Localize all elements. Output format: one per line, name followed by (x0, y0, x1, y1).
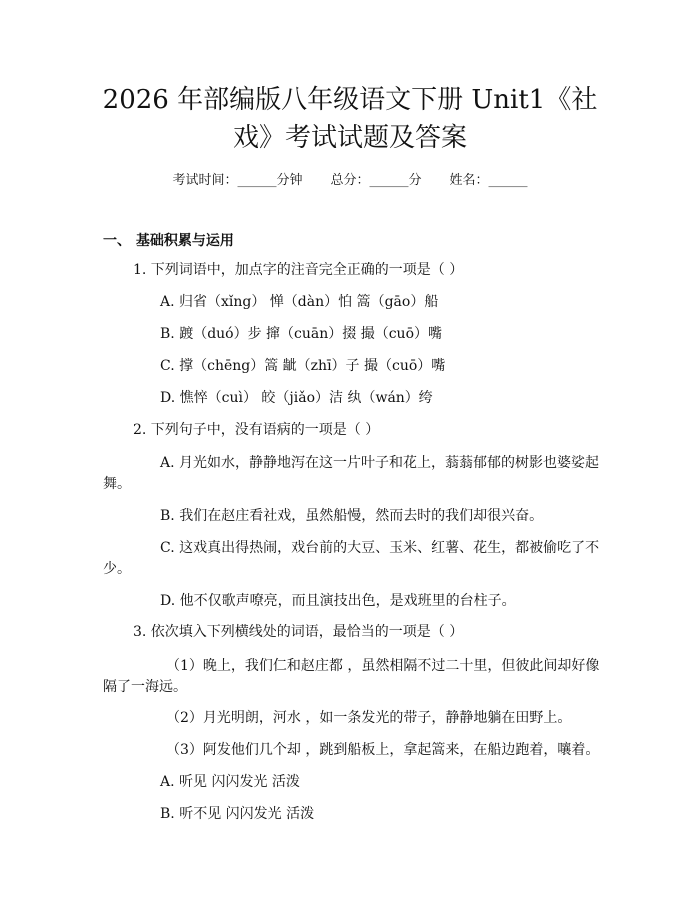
question-3-sentence-1-continued: 隔了一海远。 (103, 679, 187, 695)
question-2-option-a: A. 月光如水，静静地泻在这一片叶子和花上，蓊蓊郁郁的树影也婆娑起 (160, 455, 600, 471)
question-1-option-c: C. 撑（chēng）篙 龇（zhī）子 撮（cuō）嘴 (160, 358, 446, 374)
total-score-label: 总分：______分 (330, 173, 422, 188)
question-3-stem: 3. 依次填入下列横线处的词语，最恰当的一项是（ ） (133, 624, 464, 640)
question-3-option-b: B. 听不见 闪闪发光 活泼 (160, 806, 315, 822)
question-1-stem: 1. 下列词语中，加点字的注音完全正确的一项是（ ） (133, 262, 464, 278)
question-3-sentence-1: （1）晚上，我们仁和赵庄都 ，虽然相隔不过二十里，但彼此间却好像 (166, 658, 600, 674)
question-3-sentence-2: （2）月光明朗，河水 ，如一条发光的带子，静静地躺在田野上。 (166, 710, 572, 726)
question-1-option-a: A. 归省（xǐng） 惮（dàn）怕 篙（gāo）船 (160, 294, 439, 310)
document-title-line-1: 2026 年部编版八年级语文下册 Unit1《社 (102, 85, 598, 115)
question-3-option-a: A. 听见 闪闪发光 活泼 (160, 774, 300, 790)
question-2-option-b: B. 我们在赵庄看社戏，虽然船慢，然而去时的我们却很兴奋。 (160, 508, 544, 524)
document-title-line-2: 戏》考试试题及答案 (232, 123, 467, 153)
question-2-option-a-continued: 舞。 (103, 476, 131, 492)
section-heading: 一、 基础积累与运用 (103, 233, 234, 249)
question-3-sentence-3: （3）阿发他们几个却 ，跳到船板上，拿起篙来，在船边跑着，嚷着。 (166, 742, 600, 758)
question-1-option-b: B. 踱（duó）步 撺（cuān）掇 撮（cuō）嘴 (160, 326, 443, 342)
question-2-option-c-continued: 少。 (103, 561, 131, 577)
exam-meta (0, 169, 700, 188)
exam-time-label: 考试时间：______分钟 (172, 173, 303, 188)
question-1-option-d: D. 憔悴（cuì） 皎（jiǎo）洁 纨（wán）绔 (160, 390, 433, 406)
student-name-label: 姓名：______ (449, 173, 528, 188)
question-2-stem: 2. 下列句子中，没有语病的一项是（ ） (133, 422, 380, 438)
question-2-option-c: C. 这戏真出得热闹，戏台前的大豆、玉米、红薯、花生，都被偷吃了不 (160, 540, 600, 556)
question-2-option-d: D. 他不仅歌声嘹亮，而且演技出色，是戏班里的台柱子。 (160, 593, 516, 609)
